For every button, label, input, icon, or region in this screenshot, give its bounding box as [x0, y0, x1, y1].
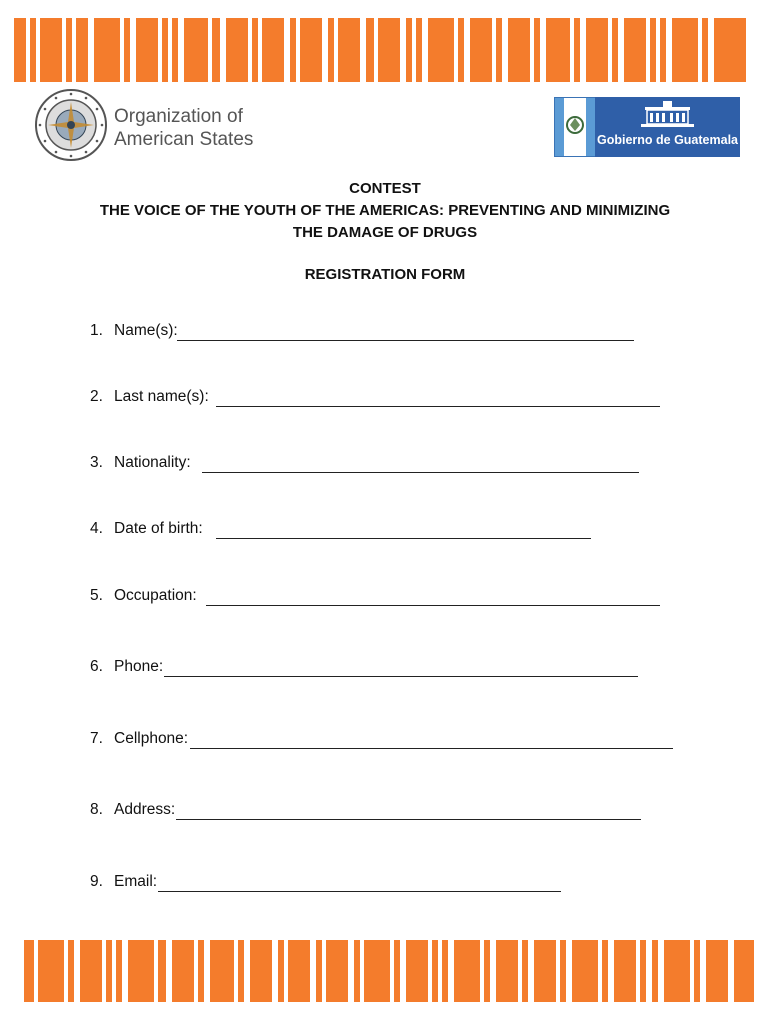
oas-logo-line-2: American States — [114, 129, 254, 150]
date-of-birth-input-line[interactable] — [216, 538, 591, 539]
oas-logo — [34, 88, 264, 166]
field-number: 7. — [90, 730, 103, 747]
oas-logo-line-1: Organization of — [114, 106, 243, 127]
address-input-line[interactable] — [176, 819, 641, 820]
field-label: Occupation: — [114, 587, 197, 604]
field-label: Nationality: — [114, 454, 191, 471]
oas-seal-icon — [34, 88, 108, 162]
title-line-1: CONTEST — [349, 180, 421, 197]
bottom-decorative-band — [0, 938, 770, 1004]
field-last-names — [90, 388, 662, 410]
field-cellphone — [90, 730, 674, 752]
last-names-input-line[interactable] — [216, 406, 660, 407]
field-label: Date of birth: — [114, 520, 203, 537]
email-input-line[interactable] — [158, 891, 561, 892]
phone-input-line[interactable] — [164, 676, 638, 677]
occupation-input-line[interactable] — [206, 605, 660, 606]
field-label: Phone: — [114, 658, 164, 675]
field-email — [90, 873, 562, 895]
guatemala-logo-panel — [595, 97, 740, 157]
field-number: 8. — [90, 801, 103, 818]
field-date-of-birth — [90, 520, 592, 542]
field-address — [90, 801, 642, 823]
field-number: 9. — [90, 873, 103, 890]
title-line-3: THE DAMAGE OF DRUGS — [292, 224, 478, 241]
field-number: 5. — [90, 587, 103, 604]
field-label: Cellphone: — [114, 730, 189, 747]
guatemala-flag-emblem — [554, 97, 596, 157]
field-number: 6. — [90, 658, 103, 675]
guatemala-logo-text: Gobierno de Guatemala — [596, 133, 738, 147]
field-names — [90, 322, 635, 344]
field-label: Address: — [114, 801, 176, 818]
top-decorative-band — [0, 16, 770, 84]
field-label: Last name(s): — [114, 388, 209, 405]
field-number: 1. — [90, 322, 103, 339]
field-number: 4. — [90, 520, 103, 537]
field-number: 3. — [90, 454, 103, 471]
palace-icon — [595, 97, 740, 131]
oas-logo-text — [114, 105, 253, 151]
field-label: Email: — [114, 873, 158, 890]
field-number: 2. — [90, 388, 103, 405]
nationality-input-line[interactable] — [202, 472, 639, 473]
guatemala-government-logo — [554, 97, 740, 157]
field-label: Name(s): — [114, 322, 178, 339]
document-title — [0, 178, 770, 244]
cellphone-input-line[interactable] — [190, 748, 673, 749]
field-nationality — [90, 454, 640, 476]
title-line-2: THE VOICE OF THE YOUTH OF THE AMERICAS: PREVENTING AND MINIMIZING — [99, 202, 671, 219]
field-occupation — [90, 587, 662, 609]
field-phone — [90, 658, 639, 680]
form-title: REGISTRATION FORM — [304, 266, 466, 283]
names-input-line[interactable] — [177, 340, 634, 341]
